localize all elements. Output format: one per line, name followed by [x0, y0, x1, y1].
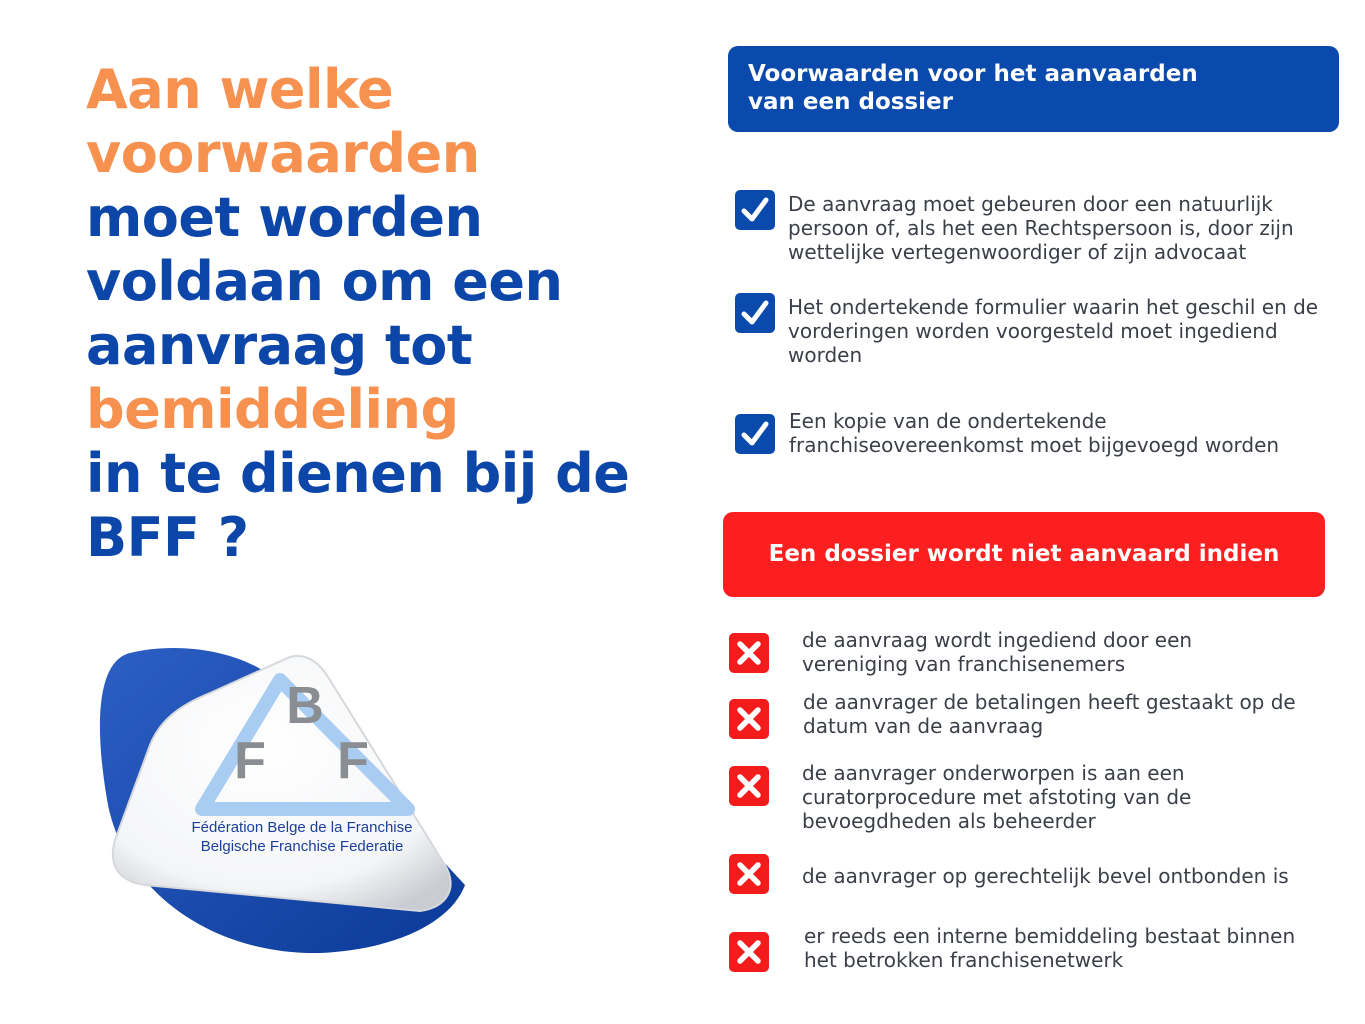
heading-line: moet worden — [86, 186, 483, 249]
text-line: de aanvrager onderworpen is aan een — [802, 761, 1185, 785]
check-icon — [735, 414, 775, 454]
bff-logo — [90, 635, 480, 965]
cross-icon — [729, 766, 769, 806]
heading-line: Aan welke — [86, 58, 394, 121]
reject-item-text — [802, 761, 1191, 833]
check-icon — [735, 293, 775, 333]
logo-letter-f2: F — [337, 732, 369, 790]
text-line: bevoegdheden als beheerder — [802, 809, 1096, 833]
bff-logo-graphic — [90, 635, 480, 965]
cross-icon — [729, 854, 769, 894]
heading-line: aanvraag tot — [86, 314, 473, 377]
text-line: Een kopie van de ondertekende — [789, 409, 1107, 433]
accept-conditions-banner — [728, 46, 1339, 132]
text-line: de aanvrager de betalingen heeft gestaakt op de — [803, 690, 1296, 714]
accept-banner-line: Voorwaarden voor het aanvaarden — [748, 61, 1198, 87]
accept-item-text — [789, 409, 1279, 457]
reject-item-text — [804, 924, 1295, 972]
text-line: persoon of, als het een Rechtspersoon is, door zijn — [788, 216, 1294, 240]
page-heading — [86, 58, 676, 570]
cross-icon — [729, 699, 769, 739]
cross-icon — [729, 633, 769, 673]
text-line: het betrokken franchisenetwerk — [804, 948, 1124, 972]
heading-line: bemiddeling — [86, 378, 459, 441]
text-line: worden — [788, 343, 863, 367]
text-line: Het ondertekende formulier waarin het geschil en de — [788, 295, 1319, 319]
check-icon — [735, 190, 775, 230]
accept-item-text — [788, 295, 1318, 367]
cross-icon — [729, 932, 769, 972]
text-line: vereniging van franchisenemers — [802, 652, 1126, 676]
heading-line: voorwaarden — [86, 122, 480, 185]
reject-item-text — [803, 690, 1296, 738]
logo-letter-f1: F — [234, 732, 266, 790]
text-line: franchiseovereenkomst moet bijgevoegd worden — [789, 433, 1280, 457]
reject-conditions-banner: Een dossier wordt niet aanvaard indien — [723, 512, 1325, 597]
accept-item-text — [788, 192, 1294, 264]
heading-line: BFF ? — [86, 506, 249, 569]
text-line: er reeds een interne bemiddeling bestaat binnen — [804, 924, 1296, 948]
text-line: datum van de aanvraag — [803, 714, 1044, 738]
text-line: de aanvrager op gerechtelijk bevel ontbonden is — [802, 864, 1289, 888]
heading-line: voldaan om een — [86, 250, 563, 313]
accept-banner-line: van een dossier — [748, 89, 953, 115]
logo-letter-b: B — [286, 677, 324, 735]
text-line: De aanvraag moet gebeuren door een natuurlijk — [788, 192, 1273, 216]
reject-item-text — [802, 628, 1192, 676]
text-line: wettelijke vertegenwoordiger of zijn advocaat — [788, 240, 1247, 264]
text-line: de aanvraag wordt ingediend door een — [802, 628, 1193, 652]
reject-item-text — [802, 864, 1289, 888]
text-line: curatorprocedure met afstoting van de — [802, 785, 1192, 809]
logo-text-french: Fédération Belge de la Franchise — [191, 819, 413, 836]
text-line: vorderingen worden voorgesteld moet ingediend — [788, 319, 1278, 343]
logo-text-dutch: Belgische Franchise Federatie — [200, 838, 404, 855]
heading-line: in te dienen bij de — [86, 442, 630, 505]
